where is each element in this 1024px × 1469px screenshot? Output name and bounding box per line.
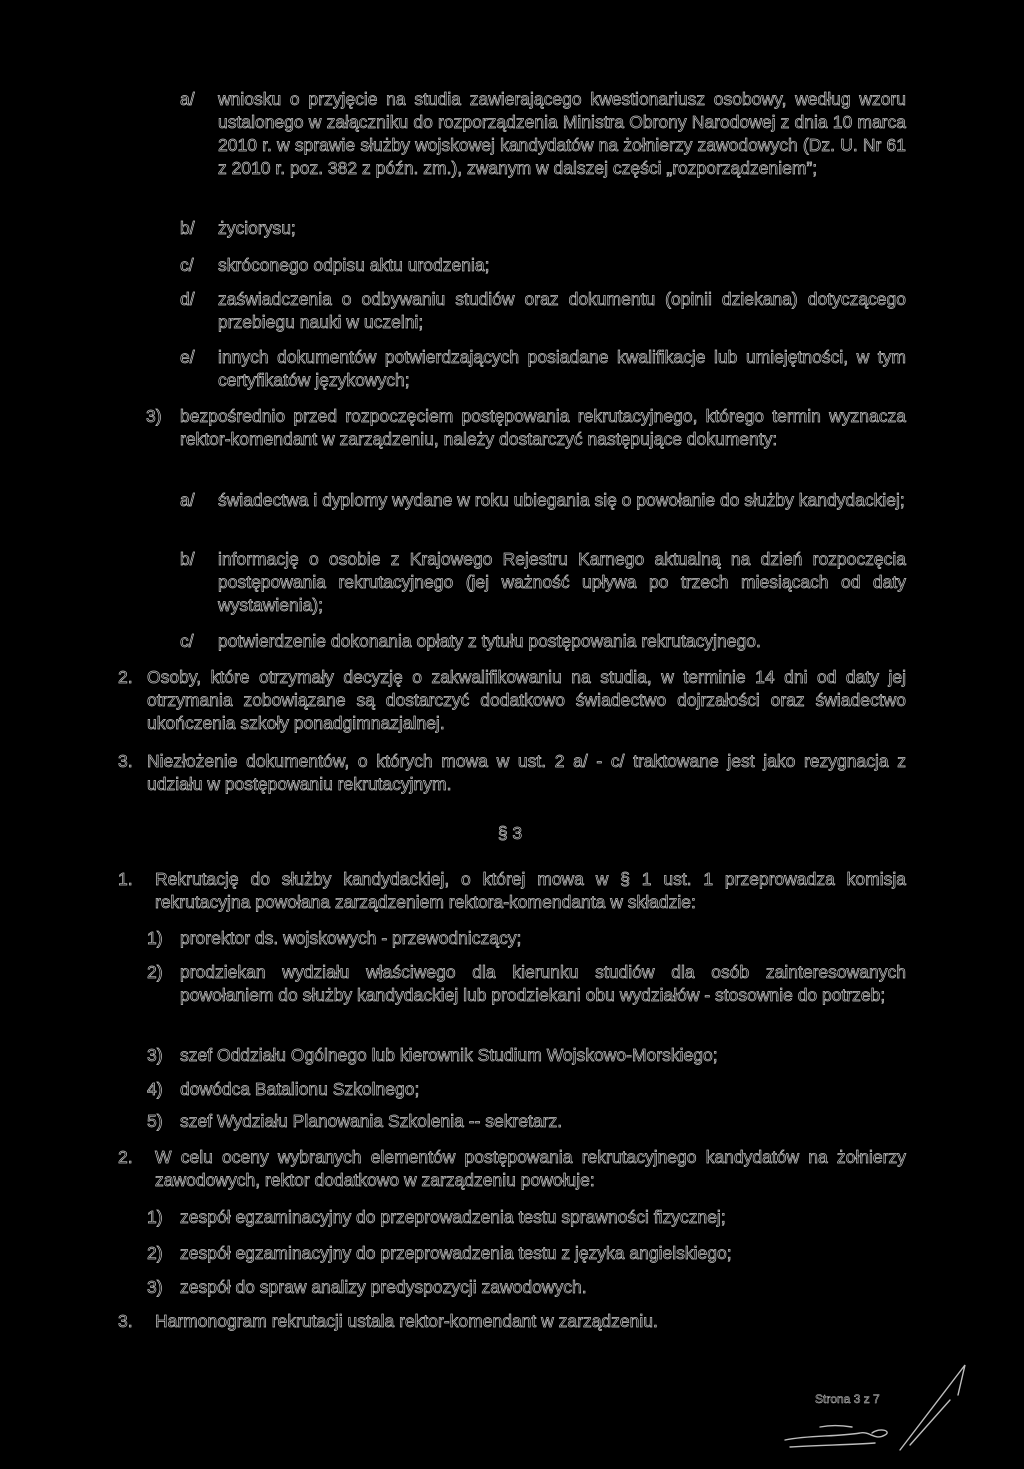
list-item: zaświadczenia o odbywaniu studiów oraz dokumentu (opinii dziekana) dotyczącego przebiegu nauki w uczelni;: [218, 289, 906, 332]
item-marker: 2.: [118, 1147, 133, 1167]
item-marker: e/: [180, 347, 195, 367]
signature-icon: [780, 1355, 980, 1465]
item-marker: 2.: [118, 667, 133, 687]
item-marker: c/: [180, 255, 194, 275]
list-item: dowódca Batalionu Szkolnego;: [180, 1079, 420, 1099]
list-item: wniosku o przyjęcie na studia zawierającego kwestionariusz osobowy, według wzoru ustalonego w załączniku do rozporządzenia Ministra Obrony Narodowej z dnia 10 marca 2010 r. w sprawie służby wojskowej kandydatów na żołnierzy zawodowych (Dz. U. Nr 61 z 2010 r. poz. 382 z późn. zm.), zwanym w dalszej części „rozporządzeniem”;: [218, 89, 906, 178]
list-item: potwierdzenie dokonania opłaty z tytułu postępowania rekrutacyjnego.: [218, 631, 761, 651]
item-marker: 3): [146, 406, 162, 426]
list-item: zespół egzaminacyjny do przeprowadzenia testu z języka angielskiego;: [180, 1243, 732, 1263]
list-item: prodziekan wydziału właściwego dla kierunku studiów dla osób zainteresowanych powołaniem do służby kandydackiej lub prodziekani obu wydziałów - stosownie do potrzeb;: [180, 962, 906, 1005]
list-item: szef Wydziału Planowania Szkolenia -- sekretarz.: [180, 1111, 563, 1131]
paragraph: Niezłożenie dokumentów, o których mowa w ust. 2 a/ - c/ traktowane jest jako rezygnacja z udziału w postępowaniu rekrutacyjnym.: [147, 751, 906, 794]
item-marker: b/: [180, 549, 195, 569]
item-marker: 1.: [118, 869, 133, 889]
list-item: szef Oddziału Ogólnego lub kierownik Studium Wojskowo-Morskiego;: [180, 1045, 718, 1065]
list-item: życiorysu;: [218, 218, 296, 238]
paragraph: Harmonogram rekrutacji ustala rektor-komendant w zarządzeniu.: [155, 1311, 658, 1331]
list-item: innych dokumentów potwierdzających posiadane kwalifikacje lub umiejętności, w tym certyfikatów językowych;: [218, 347, 906, 390]
item-marker: 3): [147, 1277, 163, 1297]
item-marker: 2): [147, 962, 163, 982]
list-item: skróconego odpisu aktu urodzenia;: [218, 255, 490, 275]
list-item: informację o osobie z Krajowego Rejestru Karnego aktualną na dzień rozpoczęcia postępowania rekrutacyjnego (jej ważność upływa po trzech miesiącach od daty wystawienia);: [218, 549, 906, 615]
item-marker: d/: [180, 289, 195, 309]
paragraph: Osoby, które otrzymały decyzję o zakwalifikowaniu na studia, w terminie 14 dni od daty jej otrzymania zobowiązane są dostarczyć dodatkowo świadectwo dojrzałości oraz świadectwo ukończenia szkoły ponadgimnazjalnej.: [147, 667, 906, 733]
list-item: świadectwa i dyplomy wydane w roku ubiegania się o powołanie do służby kandydackiej;: [218, 490, 905, 510]
section-heading: § 3: [497, 823, 523, 843]
item-marker: 3): [147, 1045, 163, 1065]
list-item: zespół egzaminacyjny do przeprowadzenia testu sprawności fizycznej;: [180, 1207, 726, 1227]
item-marker: 4): [147, 1079, 163, 1099]
item-marker: a/: [180, 490, 195, 510]
item-marker: 1): [147, 1207, 163, 1227]
list-item: prorektor ds. wojskowych - przewodniczący;: [180, 928, 522, 948]
item-marker: 2): [147, 1243, 163, 1263]
item-marker: 3.: [118, 751, 133, 771]
item-marker: b/: [180, 218, 195, 238]
item-marker: c/: [180, 631, 194, 651]
paragraph: Rekrutację do służby kandydackiej, o której mowa w § 1 ust. 1 przeprowadza komisja rekrutacyjna powołana zarządzeniem rektora-komendanta w składzie:: [155, 869, 906, 912]
list-item: zespół do spraw analizy predyspozycji zawodowych.: [180, 1277, 587, 1297]
paragraph: W celu oceny wybranych elementów postępowania rekrutacyjnego kandydatów na żołnierzy zawodowych, rektor dodatkowo w zarządzeniu powołuje:: [155, 1147, 906, 1190]
item-marker: 3.: [118, 1311, 133, 1331]
item-marker: a/: [180, 89, 195, 109]
item-marker: 1): [147, 928, 163, 948]
point-3-text: bezpośrednio przed rozpoczęciem postępowania rekrutacyjnego, którego termin wyznacza rektor-komendant w zarządzeniu, należy dostarczyć następujące dokumenty:: [180, 406, 906, 449]
item-marker: 5): [147, 1111, 163, 1131]
page-number: Strona 3 z 7: [815, 1392, 880, 1406]
